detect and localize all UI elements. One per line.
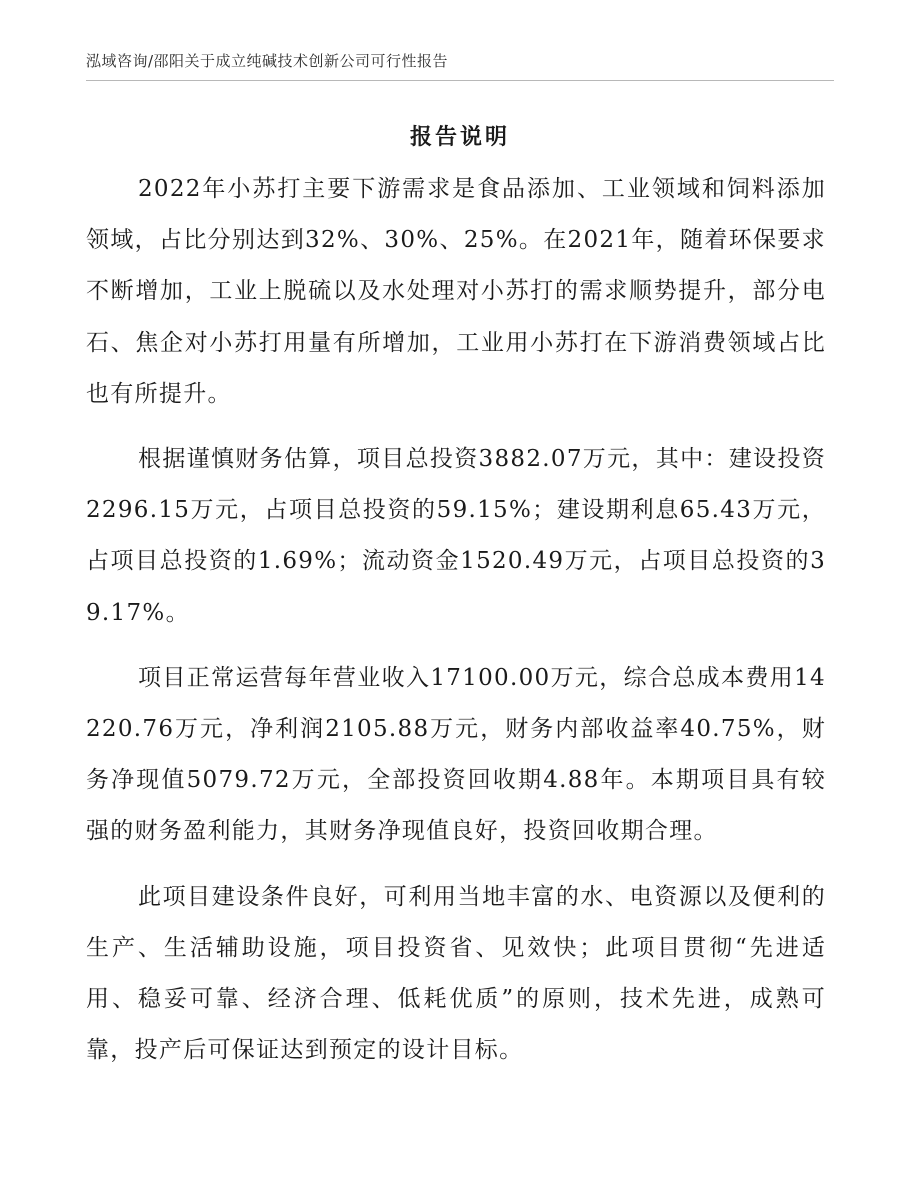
report-body <box>86 164 826 1090</box>
paragraph-financials: 项目正常运营每年营业收入17100.00万元，综合总成本费用14220.76万元，净利润2105.88万元，财务内部收益率40.75%，财务净现值5079.72万元，全部投资回收期4.88年。本期项目具有较强的财务盈利能力，其财务净现值良好，投资回收期合理。 <box>86 664 826 845</box>
running-header: 泓域咨询/邵阳关于成立纯碱技术创新公司可行性报告 <box>86 52 449 70</box>
paragraph-market-demand: 2022年小苏打主要下游需求是食品添加、工业领域和饲料添加领域，占比分别达到32%、30%、25%。在2021年，随着环保要求不断增加，工业上脱硫以及水处理对小苏打的需求顺势提升，部分电石、焦企对小苏打用量有所增加，工业用小苏打在下游消费领域占比也有所提升。 <box>86 176 826 407</box>
page-title: 报告说明 <box>409 125 510 150</box>
header-divider <box>86 80 834 81</box>
paragraph-investment: 根据谨慎财务估算，项目总投资3882.07万元，其中：建设投资2296.15万元，占项目总投资的59.15%；建设期利息65.43万元，占项目总投资的1.69%；流动资金1520.49万元，占项目总投资的39.17%。 <box>86 446 826 626</box>
paragraph-conditions: 此项目建设条件良好，可利用当地丰富的水、电资源以及便利的生产、生活辅助设施，项目投资省、见效快；此项目贯彻“先进适用、稳妥可靠、经济合理、低耗优质”的原则，技术先进，成熟可靠，投产后可保证达到预定的设计目标。 <box>86 883 826 1064</box>
